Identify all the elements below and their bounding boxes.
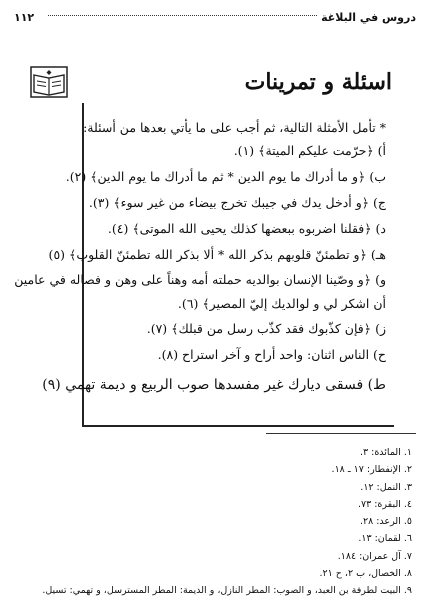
header-dotted-leader <box>48 15 317 16</box>
exercise-item: ح) الناس اثنان: واحد أراح و آخر استراح (٨). <box>157 347 386 362</box>
footnote: ٦. لقمان: ١٣. <box>358 533 412 545</box>
exercise-block <box>12 118 386 398</box>
exercise-item: هـ) ﴿و تطمئنّ قلوبهم بذكر الله * ألا بذكر الله تطمئنّ القلوب﴾ (٥) <box>48 247 386 262</box>
section-title: اسئلة و تمرينات <box>244 69 392 95</box>
exercise-item: ج) ﴿و أدخل يدك في جيبك تخرج بيضاء من غير سوء﴾ (٣). <box>88 195 386 210</box>
exercise-item: د) ﴿فقلنا اضربوه ببعضها كذلك يحيى الله الموتى﴾ (٤). <box>107 221 386 236</box>
footnote: ٨. الخصال، ب ٢، ح ٢١. <box>319 568 412 580</box>
footnote: ٩. البيت لطرفة بن العبد، و الصوب: المطر النازل، و الديمة: المطر المسترسل، و تهمي: تسيل. <box>42 585 412 597</box>
footnote: ٥. الرعد: ٢٨. <box>359 516 412 528</box>
open-book-icon <box>30 66 68 98</box>
exercise-item: و) ﴿و وصّينا الإنسان بوالديه حملته أمه وهناً على وهن و فصاله في عامين أن اشكر لي و لوالديك إليّ المصير﴾ (٦). <box>14 272 386 311</box>
running-title: دروس في البلاغة <box>321 10 416 24</box>
footnote: ٢. الإنفطار: ١٧ ـ ١٨. <box>331 464 412 476</box>
page-number: ١١٢ <box>14 10 35 24</box>
footnotes <box>18 444 412 600</box>
instruction-text: * تأمل الأمثلة التالية، ثم أجب على ما يأتي بعدها من أسئلة: <box>83 120 386 135</box>
exercise-item: ز) ﴿فإن كذّبوك فقد كذّب رسل من قبلك﴾ (٧). <box>146 321 386 336</box>
footnote: ٤. البقرة: ٧٣. <box>357 498 412 510</box>
page-header <box>14 8 416 26</box>
footnote: ٣. النمل: ١٢. <box>360 481 412 493</box>
exercise-item: أ) ﴿حرّمت عليكم الميتة﴾ (١). <box>233 143 386 158</box>
footnote: ٧. آل عمران: ١٨٤. <box>337 550 412 562</box>
footnote-separator <box>266 433 416 434</box>
footnote: ١. المائدة: ٣. <box>359 447 412 458</box>
exercise-item-poem: ط) فسقى ديارك غير مفسدها صوب الربيع و ديمة تهمي (٩) <box>42 377 386 393</box>
exercise-item: ب) ﴿و ما أدراك ما يوم الدين * ثم ما أدراك ما يوم الدين﴾ (٢). <box>65 169 386 184</box>
